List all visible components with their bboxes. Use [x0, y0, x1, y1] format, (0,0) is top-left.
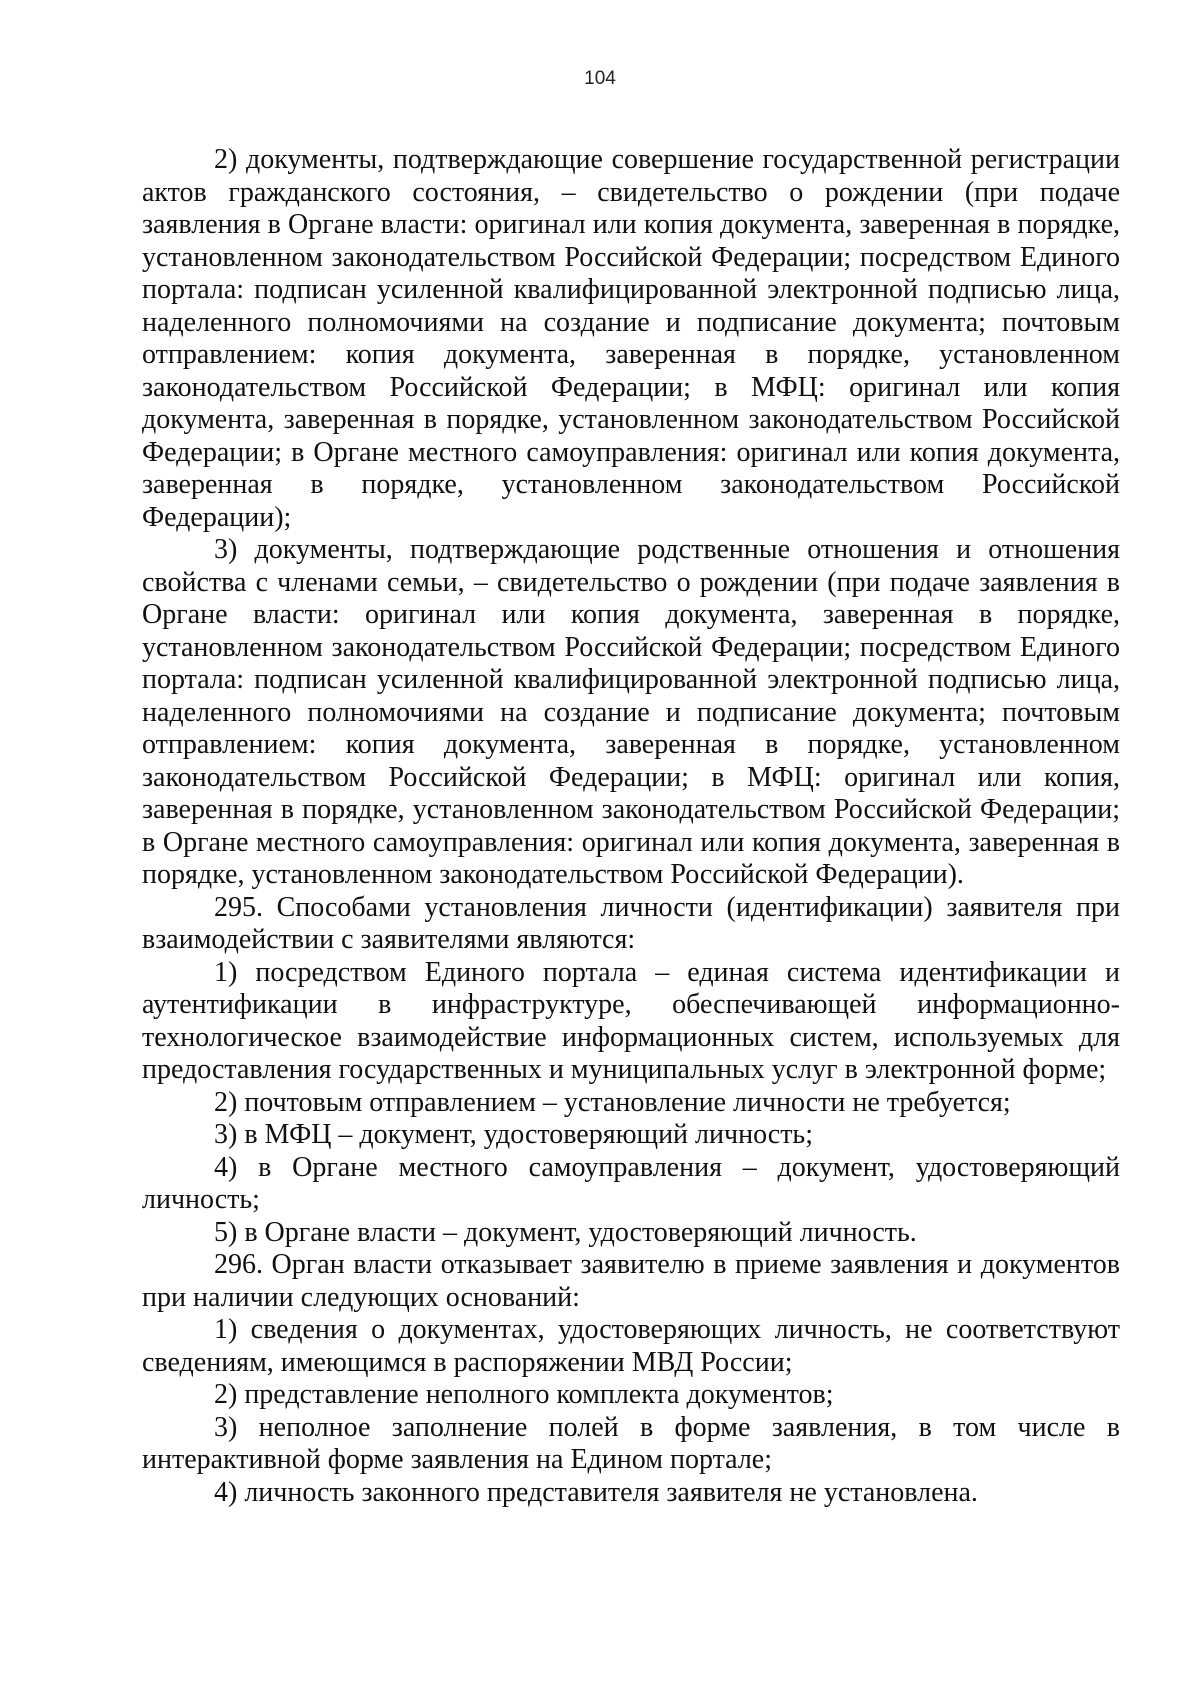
paragraph-295-item-3: 3) в МФЦ – документ, удостоверяющий личность; [214, 1119, 813, 1150]
paragraph-295-item-4: 4) в Органе местного самоуправления – документ, удостоверяющий личность; [142, 1151, 1120, 1215]
paragraph-295-item-5: 5) в Органе власти – документ, удостоверяющий личность. [214, 1216, 917, 1248]
page-number: 104 [584, 68, 616, 89]
paragraph-295-item-1: 1) посредством Единого портала – единая система идентификации и аутентификации в инфраструктуре, обеспечивающей информационно-технологическое взаимодействие информационных систем, используемых для предоставления государственных и муниципальных услуг в электронной форме; [142, 956, 1120, 1085]
paragraph-296-item-1: 1) сведения о документах, удостоверяющих личность, не соответствуют сведениям, имеющимся в распоряжении МВД России; [142, 1314, 1120, 1378]
document-body [142, 144, 1120, 1509]
paragraph-296-item-2: 2) представление неполного комплекта документов; [214, 1379, 834, 1410]
paragraph-296-refusal-grounds: 296. Орган власти отказывает заявителю в приеме заявления и документов при наличии следующих оснований: [142, 1249, 1120, 1313]
paragraph-296-item-4: 4) личность законного представителя заявителя не установлена. [214, 1476, 978, 1508]
paragraph-295-item-2: 2) почтовым отправлением – установление личности не требуется; [214, 1086, 1011, 1118]
paragraph-296-item-3: 3) неполное заполнение полей в форме заявления, в том числе в интерактивной форме заявления на Едином портале; [142, 1411, 1120, 1475]
paragraph-item-3-kinship-docs: 3) документы, подтверждающие родственные отношения и отношения свойства с членами семьи, – свидетельство о рождении (при подаче заявления в Органе власти: оригинал или копия документа, заверенная в порядке, установленном законодательством Российской Федерации; посредством Единого портала: подписан усиленной квалифицированной электронной подписью лица, наделенного полномочиями на создание и подписание документа; почтовым отправлением: копия документа, заверенная в порядке, установленном законодательством Российской Федерации; в МФЦ: оригинал или копия, заверенная в порядке, установленном законодательством Российской Федерации; в Органе местного самоуправления: оригинал или копия документа, заверенная в порядке, установленном законодательством Российской Федерации). [142, 534, 1120, 890]
paragraph-item-2-birth-registration-docs: 2) документы, подтверждающие совершение государственной регистрации актов гражданского состояния, – свидетельство о рождении (при подаче заявления в Органе власти: оригинал или копия документа, заверенная в порядке, установленном законодательством Российской Федерации; посредством Единого портала: подписан усиленной квалифицированной электронной подписью лица, наделенного полномочиями на создание и подписание документа; почтовым отправлением: копия документа, заверенная в порядке, установленном законодательством Российской Федерации; в МФЦ: оригинал или копия документа, заверенная в порядке, установленном законодательством Российской Федерации; в Органе местного самоуправления: оригинал или копия документа, заверенная в порядке, установленном законодательством Российской Федерации); [142, 144, 1120, 533]
paragraph-295-identification-methods: 295. Способами установления личности (идентификации) заявителя при взаимодействии с заявителями являются: [142, 891, 1120, 955]
